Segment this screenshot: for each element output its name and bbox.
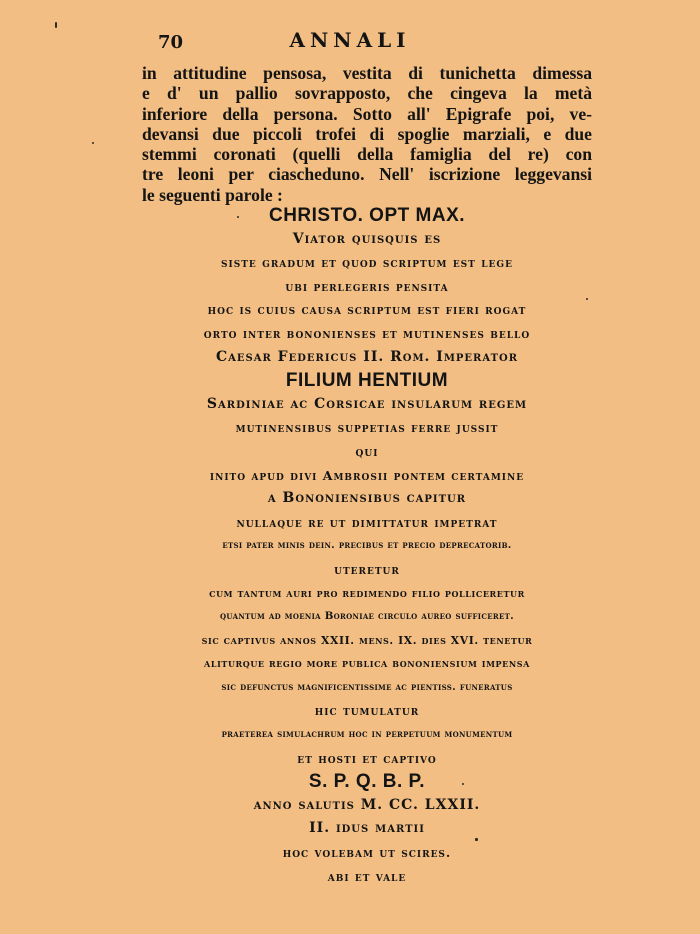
print-speck xyxy=(237,216,239,218)
body-line: e d' un pallio sovrapposto, che cingeva la metà xyxy=(142,83,592,104)
inscription-line: quantum ad moenia Boroniae circulo aureo sufficeret. xyxy=(220,610,514,623)
inscription-line: ubi perlegeris pensita xyxy=(285,278,449,294)
inscription-line: Viator quisquis es xyxy=(292,230,442,247)
inscription-line: siste gradum et quod scriptum est lege xyxy=(221,255,513,271)
body-paragraph xyxy=(142,63,592,205)
inscription-line: anno salutis M. CC. LXXII. xyxy=(253,796,481,813)
page-number: 70 xyxy=(158,32,184,53)
body-line: tre leoni per ciascheduno. Nell' iscrizione leggevansi xyxy=(142,164,592,185)
inscription-line: nullaque re ut dimittatur impetrat xyxy=(236,514,498,530)
inscription-line: Caesar Federicus II. Rom. Imperator xyxy=(215,348,519,365)
inscription-line: hoc volebam ut scires. xyxy=(282,845,452,861)
inscription-line: a Bononiensibus capitur xyxy=(267,490,467,507)
inscription-line: hoc is cuius causa scriptum est fieri rogat xyxy=(207,302,527,318)
body-line: le seguenti parole : xyxy=(142,184,283,205)
inscription-line: Sardiniae ac Corsicae insularum regem xyxy=(206,395,528,412)
inscription-line: abi et vale xyxy=(327,868,407,884)
inscription-line: sic captivus annos XXII. mens. IX. dies XVI. tenetur xyxy=(201,633,533,647)
inscription-line: CHRISTO. OPT MAX. xyxy=(268,205,466,226)
inscription-line: sic defunctus magnificentissime ac pientiss. funeratus xyxy=(221,680,513,693)
inscription-line: praeterea simulachrum hoc in perpetuum monumentum xyxy=(221,728,513,741)
print-speck xyxy=(55,22,57,28)
body-line: inferiore della persona. Sotto all' Epigrafe poi, ve- xyxy=(142,103,592,124)
inscription-block xyxy=(132,204,602,888)
inscription-line: orto inter bononienses et mutinenses bello xyxy=(203,325,531,341)
print-speck xyxy=(92,142,94,144)
print-speck xyxy=(475,838,478,841)
body-line: stemmi coronati (quelli della famiglia del re) con xyxy=(142,144,592,165)
inscription-line: et hosti et captivo xyxy=(297,750,437,766)
body-line: devansi due piccoli trofei di spoglie marziali, e due xyxy=(142,123,592,144)
inscription-line: II. idus martii xyxy=(309,820,425,837)
inscription-line: FILIUM HENTIUM xyxy=(285,370,449,392)
inscription-line: S. P. Q. B. P. xyxy=(308,771,426,793)
inscription-line: aliturque regio more publica bononiensium impensa xyxy=(204,657,530,671)
body-line: in attitudine pensosa, vestita di tunichetta dimessa xyxy=(142,63,592,83)
inscription-line: uteretur xyxy=(334,561,400,577)
inscription-line: mutinensibus suppetias ferre jussit xyxy=(235,420,499,436)
inscription-line: cum tantum auri pro redimendo filio polliceretur xyxy=(209,586,525,600)
print-speck xyxy=(586,298,588,300)
page-header xyxy=(0,28,700,52)
inscription-line: inito apud divi Ambrosii pontem certamine xyxy=(209,467,525,483)
print-speck xyxy=(462,783,464,785)
running-title: ANNALI xyxy=(289,28,411,52)
inscription-line: qui xyxy=(355,443,379,459)
inscription-line: etsi pater minis dein. precibus et precio deprecatorib. xyxy=(222,539,512,552)
inscription-line: hic tumulatur xyxy=(314,703,420,719)
